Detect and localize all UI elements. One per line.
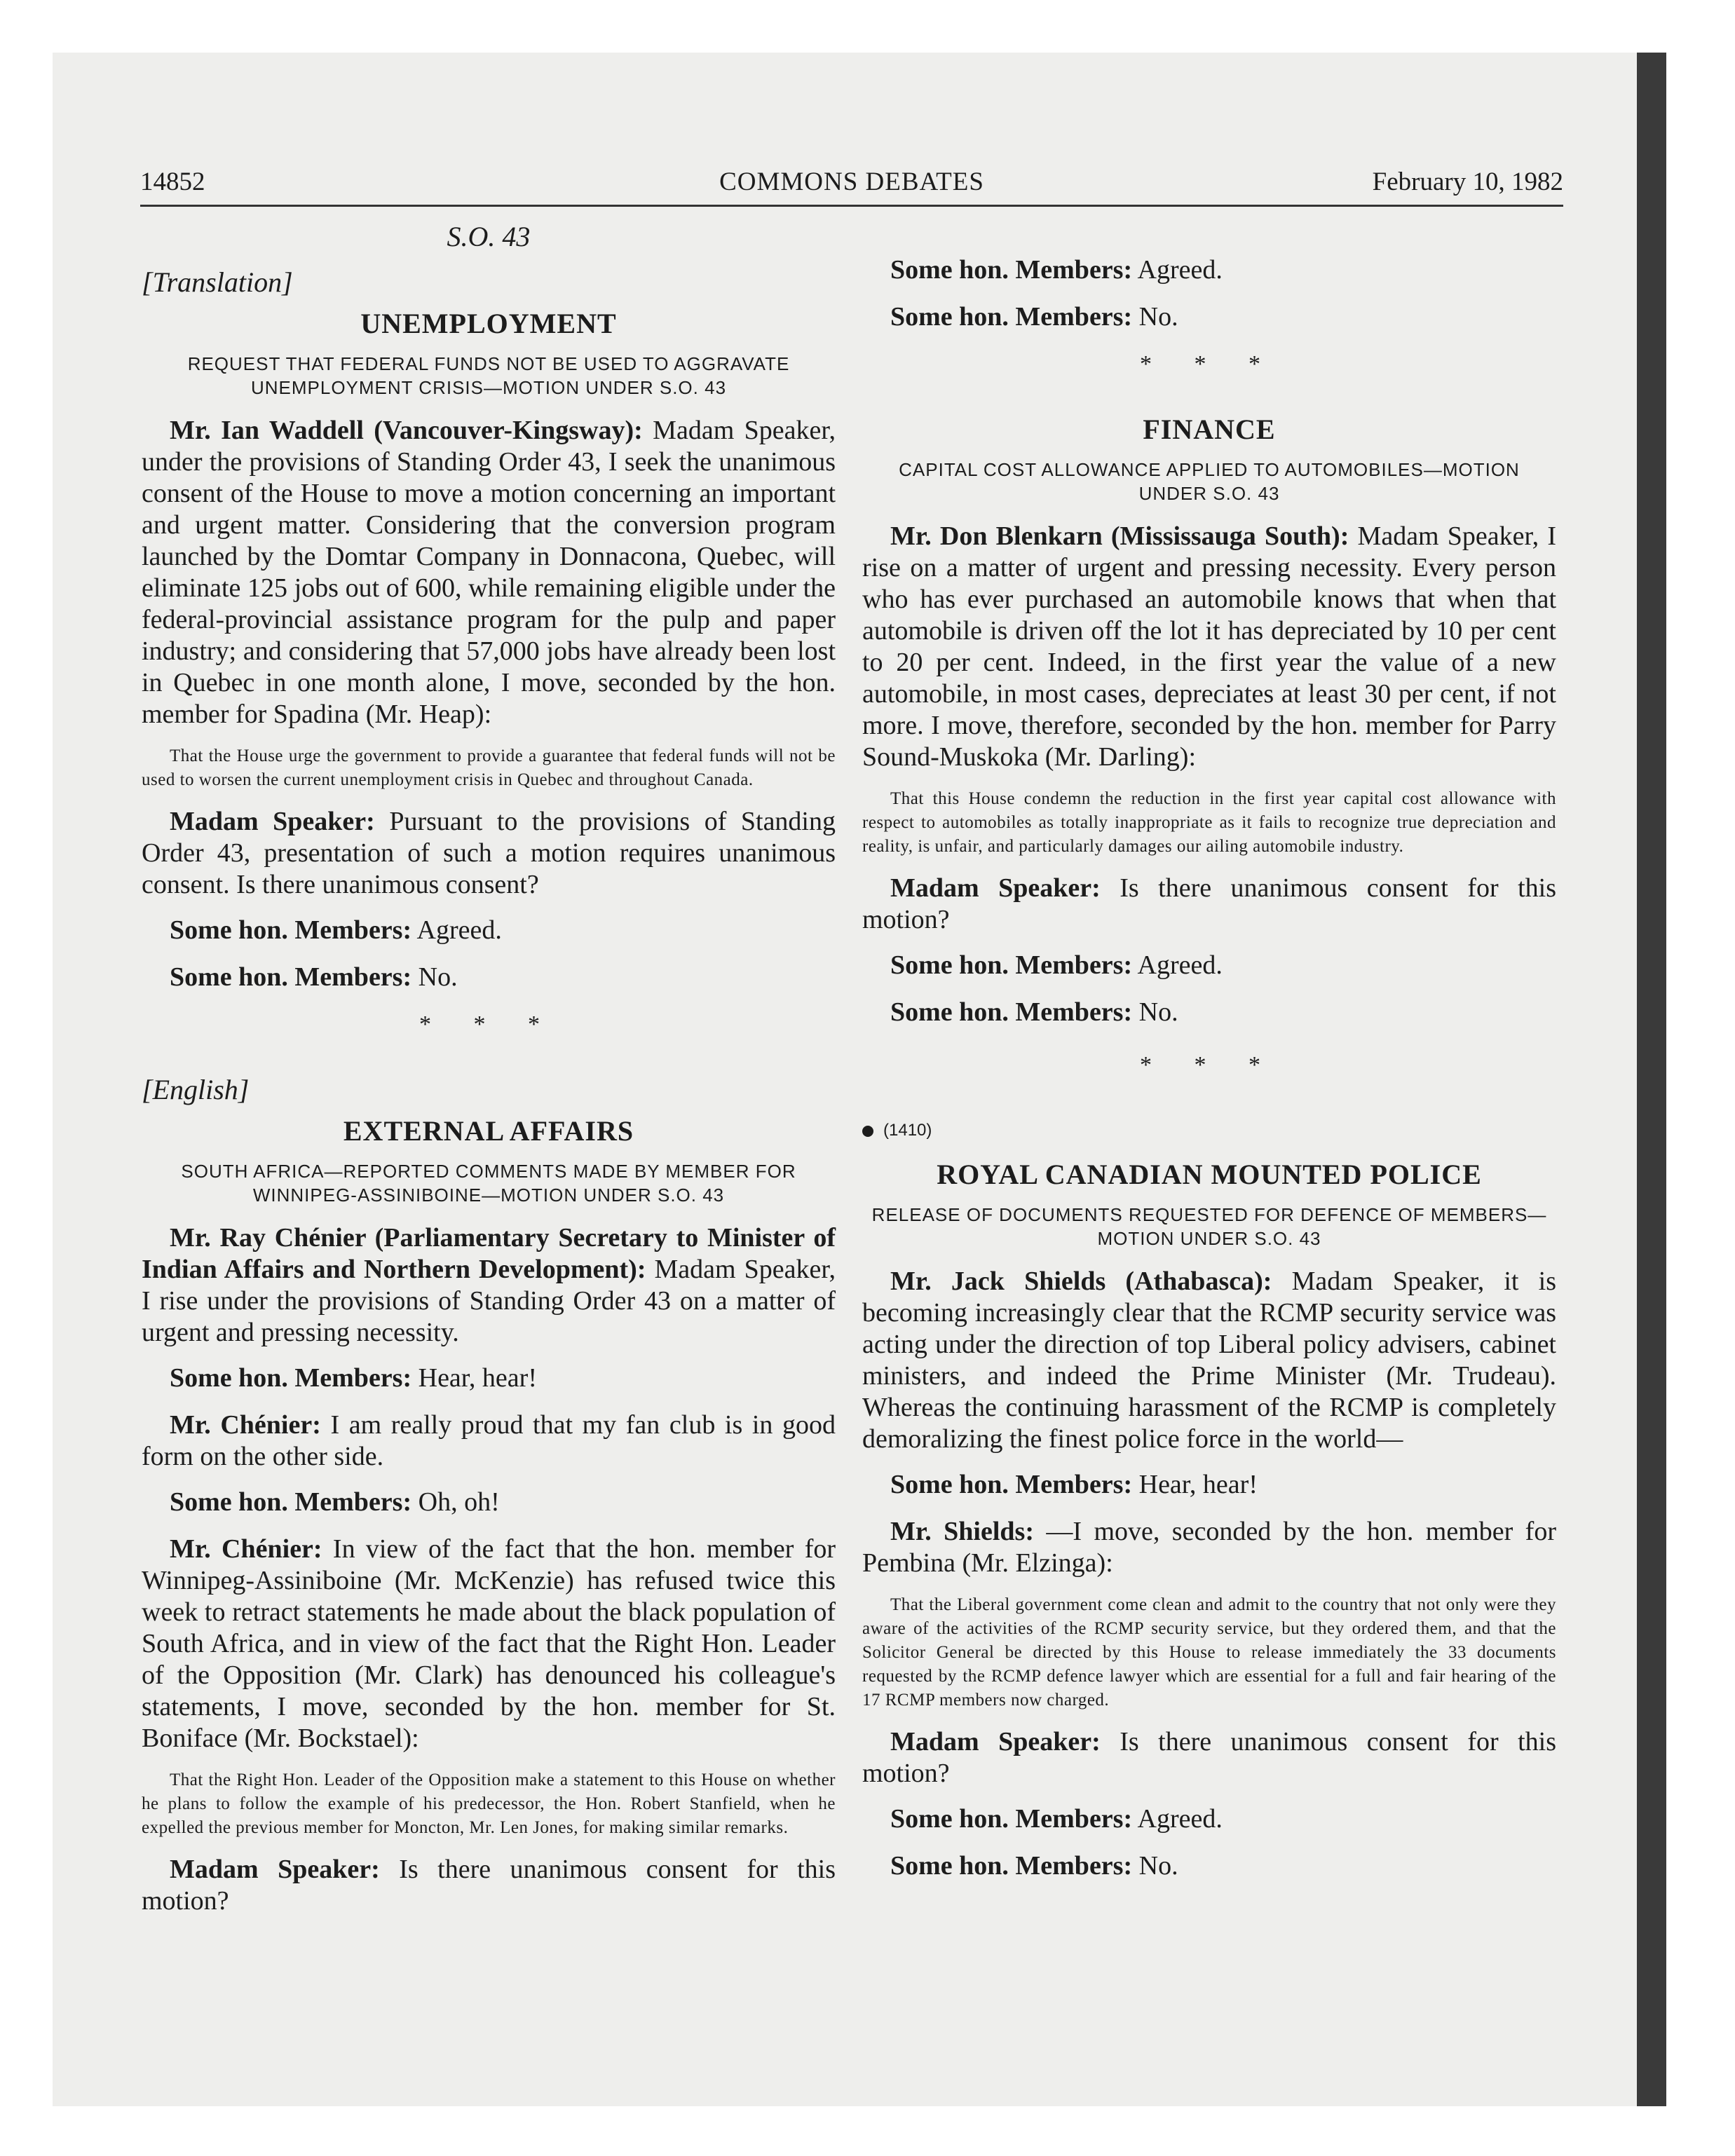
speech-text: Madam Speaker, I rise on a matter of urgent and pressing necessity. Every person who has ever purchased an automobile knows that when that automobile is driven off the lot it has depreciated by 10 per cent to 20 per cent. Indeed, in the first year the value of a new automobile, in most cases, depreciates at least 30 per cent, if not more. I move, therefore, seconded by the hon. member for Parry Sound-Muskoka (Mr. Darling): <box>862 521 1556 772</box>
response-text: Hear, hear! <box>411 1363 537 1393</box>
speaker-name: Mr. Jack Shields (Athabasca): <box>890 1267 1272 1296</box>
speaker-name: Some hon. Members: <box>890 1804 1133 1834</box>
members-response <box>862 301 1556 333</box>
page-number: 14852 <box>140 168 205 196</box>
response-text: Agreed. <box>411 915 502 945</box>
speaker-name: Some hon. Members: <box>890 950 1133 980</box>
speech-text: I am really proud that my fan club is in good form on the other side. <box>142 1410 836 1471</box>
speaker-name: Some hon. Members: <box>170 962 412 992</box>
motion-text: That the Liberal government come clean and admit to the country that not only were they aware of the activities of the RCMP security service, but they ordered them, and that the Solicitor General be directed by this House to release immediately the 33 documents requested by the RCMP defence lawyer which are essential for a full and fair hearing of the 17 RCMP members now charged. <box>862 1595 1556 1710</box>
speaker-name: Madam Speaker: <box>170 807 375 836</box>
section-subheading: RELEASE OF DOCUMENTS REQUESTED FOR DEFENCE OF MEMBERS—MOTION UNDER S.O. 43 <box>871 1204 1547 1249</box>
publication-title: COMMONS DEBATES <box>719 168 984 196</box>
members-response <box>142 1363 836 1394</box>
response-text: No. <box>1132 997 1178 1027</box>
speech-paragraph <box>862 1266 1556 1455</box>
left-column <box>142 214 836 1931</box>
members-response <box>862 950 1556 981</box>
response-text: Agreed. <box>1132 950 1223 980</box>
speaker-name: Some hon. Members: <box>890 1851 1133 1881</box>
motion-text: That the Right Hon. Leader of the Opposition make a statement to this House on whether he plans to follow the example of his predecessor, the Hon. Robert Stanfield, when he expelled the previous member for Moncton, Mr. Len Jones, for making similar remarks. <box>142 1770 836 1837</box>
speech-paragraph <box>142 1410 836 1473</box>
response-text: No. <box>411 962 458 992</box>
response-text: Oh, oh! <box>411 1487 500 1517</box>
response-text: Agreed. <box>1132 255 1223 285</box>
bullet-dot-icon <box>862 1126 873 1137</box>
speech-paragraph <box>862 1726 1556 1789</box>
members-response <box>142 915 836 946</box>
language-marker: [Translation] <box>142 266 293 298</box>
speech-text: Madam Speaker, it is becoming increasingly clear that the RCMP security service was acting under the direction of top Liberal policy advisers, cabinet ministers, and indeed the Prime Minister (Mr. Trudeau). Whereas the continuing harassment of the RCMP is completely demoralizing the finest police force in the world— <box>862 1267 1556 1454</box>
speech-text: Is there unanimous consent for this motion? <box>862 873 1556 934</box>
speech-text: In view of the fact that the hon. member for Winnipeg-Assiniboine (Mr. McKenzie) has refused twice this week to retract statements he made about the black population of South Africa, and in view of the fact that the Right Hon. Leader of the Opposition (Mr. Clark) has denounced his colleague's statements, I move, seconded by the hon. member for St. Boniface (Mr. Bockstael): <box>142 1534 836 1753</box>
response-text: No. <box>1132 302 1178 332</box>
motion-text: That this House condemn the reduction in the first year capital cost allowance with respect to automobiles as totally inappropriate as it fails to recognize true depreciation and reality, is unfair, and particularly damages our ailing automobile industry. <box>862 789 1556 856</box>
speaker-name: Mr. Ray Chénier (Parliamentary Secretary to Minister of Indian Affairs and Northern Development): <box>142 1223 836 1284</box>
running-head <box>140 163 1563 207</box>
section-separator: * * * <box>419 1011 558 1037</box>
speech-text: Madam Speaker, under the provisions of Standing Order 43, I seek the unanimous consent of the House to move a motion concerning an important and urgent matter. Considering that the conversion program launched by the Domtar Company in Donnacona, Quebec, will eliminate 125 jobs out of 600, while remaining eligible under the federal-provincial assistance program for the pulp and paper industry; and considering that 57,000 jobs have already been lost in Quebec in one month alone, I move, seconded by the hon. member for Spadina (Mr. Heap): <box>142 416 836 729</box>
response-text: Agreed. <box>1132 1804 1223 1834</box>
speaker-name: Mr. Ian Waddell (Vancouver-Kingsway): <box>170 416 643 445</box>
speech-paragraph <box>862 521 1556 773</box>
speaker-name: Mr. Don Blenkarn (Mississauga South): <box>890 521 1349 551</box>
members-response <box>862 997 1556 1028</box>
section-heading-external-affairs: EXTERNAL AFFAIRS <box>343 1115 634 1147</box>
members-response <box>862 1469 1556 1501</box>
speaker-name: Madam Speaker: <box>890 873 1101 903</box>
section-subheading: REQUEST THAT FEDERAL FUNDS NOT BE USED TO AGGRAVATE UNEMPLOYMENT CRISIS—MOTION UNDER S.O. 43 <box>187 353 790 398</box>
members-response <box>862 1850 1556 1882</box>
scan-binding-edge <box>1637 53 1666 2106</box>
section-heading-rcmp: ROYAL CANADIAN MOUNTED POLICE <box>937 1159 1482 1190</box>
speaker-name: Some hon. Members: <box>170 915 412 945</box>
speech-paragraph <box>142 1854 836 1917</box>
standing-order-label: S.O. 43 <box>447 221 531 252</box>
speaker-name: Some hon. Members: <box>890 997 1133 1027</box>
members-response <box>142 1487 836 1518</box>
section-heading-unemployment: UNEMPLOYMENT <box>360 308 617 339</box>
speech-text: Madam Speaker, I rise under the provisions of Standing Order 43 on a matter of urgent and pressing necessity. <box>142 1255 836 1347</box>
speaker-name: Mr. Chénier: <box>170 1410 321 1440</box>
motion-text: That the House urge the government to provide a guarantee that federal funds will not be used to worsen the current unemployment crisis in Quebec and throughout Canada. <box>142 746 836 789</box>
speech-paragraph <box>142 415 836 730</box>
section-subheading: CAPITAL COST ALLOWANCE APPLIED TO AUTOMOBILES—MOTION UNDER S.O. 43 <box>899 459 1520 504</box>
response-text: Hear, hear! <box>1132 1470 1258 1499</box>
section-separator: * * * <box>1140 351 1279 377</box>
section-heading-finance: FINANCE <box>1143 414 1276 445</box>
time-marker <box>862 1114 1556 1146</box>
speaker-name: Mr. Shields: <box>890 1517 1034 1546</box>
response-text: No. <box>1132 1851 1178 1881</box>
speech-paragraph <box>862 1516 1556 1579</box>
speech-paragraph <box>862 873 1556 936</box>
speaker-name: Some hon. Members: <box>170 1363 412 1393</box>
speech-text: Is there unanimous consent for this motion? <box>862 1727 1556 1788</box>
members-response <box>862 1803 1556 1835</box>
speech-text: Is there unanimous consent for this motion? <box>142 1855 836 1916</box>
speech-text: Pursuant to the provisions of Standing Order 43, presentation of such a motion requires unanimous consent. Is there unanimous consent? <box>142 807 836 899</box>
speaker-name: Madam Speaker: <box>170 1855 380 1884</box>
speaker-name: Madam Speaker: <box>890 1727 1101 1756</box>
language-marker: [English] <box>142 1074 250 1105</box>
speaker-name: Some hon. Members: <box>890 255 1133 285</box>
members-response <box>862 254 1556 286</box>
members-response <box>142 962 836 993</box>
speaker-name: Some hon. Members: <box>170 1487 412 1517</box>
speech-paragraph <box>142 806 836 901</box>
section-subheading: SOUTH AFRICA—REPORTED COMMENTS MADE BY MEMBER FOR WINNIPEG-ASSINIBOINE—MOTION UNDER S.O. 43 <box>181 1161 796 1206</box>
right-column <box>862 214 1556 1897</box>
time-marker-text: (1410) <box>883 1121 932 1140</box>
speech-text: —I move, seconded by the hon. member for Pembina (Mr. Elzinga): <box>862 1517 1556 1578</box>
page-date: February 10, 1982 <box>1372 168 1563 196</box>
speaker-name: Mr. Chénier: <box>170 1534 322 1564</box>
section-separator: * * * <box>1140 1052 1279 1078</box>
speech-paragraph <box>142 1222 836 1349</box>
speech-paragraph <box>142 1534 836 1754</box>
speaker-name: Some hon. Members: <box>890 302 1133 332</box>
speaker-name: Some hon. Members: <box>890 1470 1133 1499</box>
